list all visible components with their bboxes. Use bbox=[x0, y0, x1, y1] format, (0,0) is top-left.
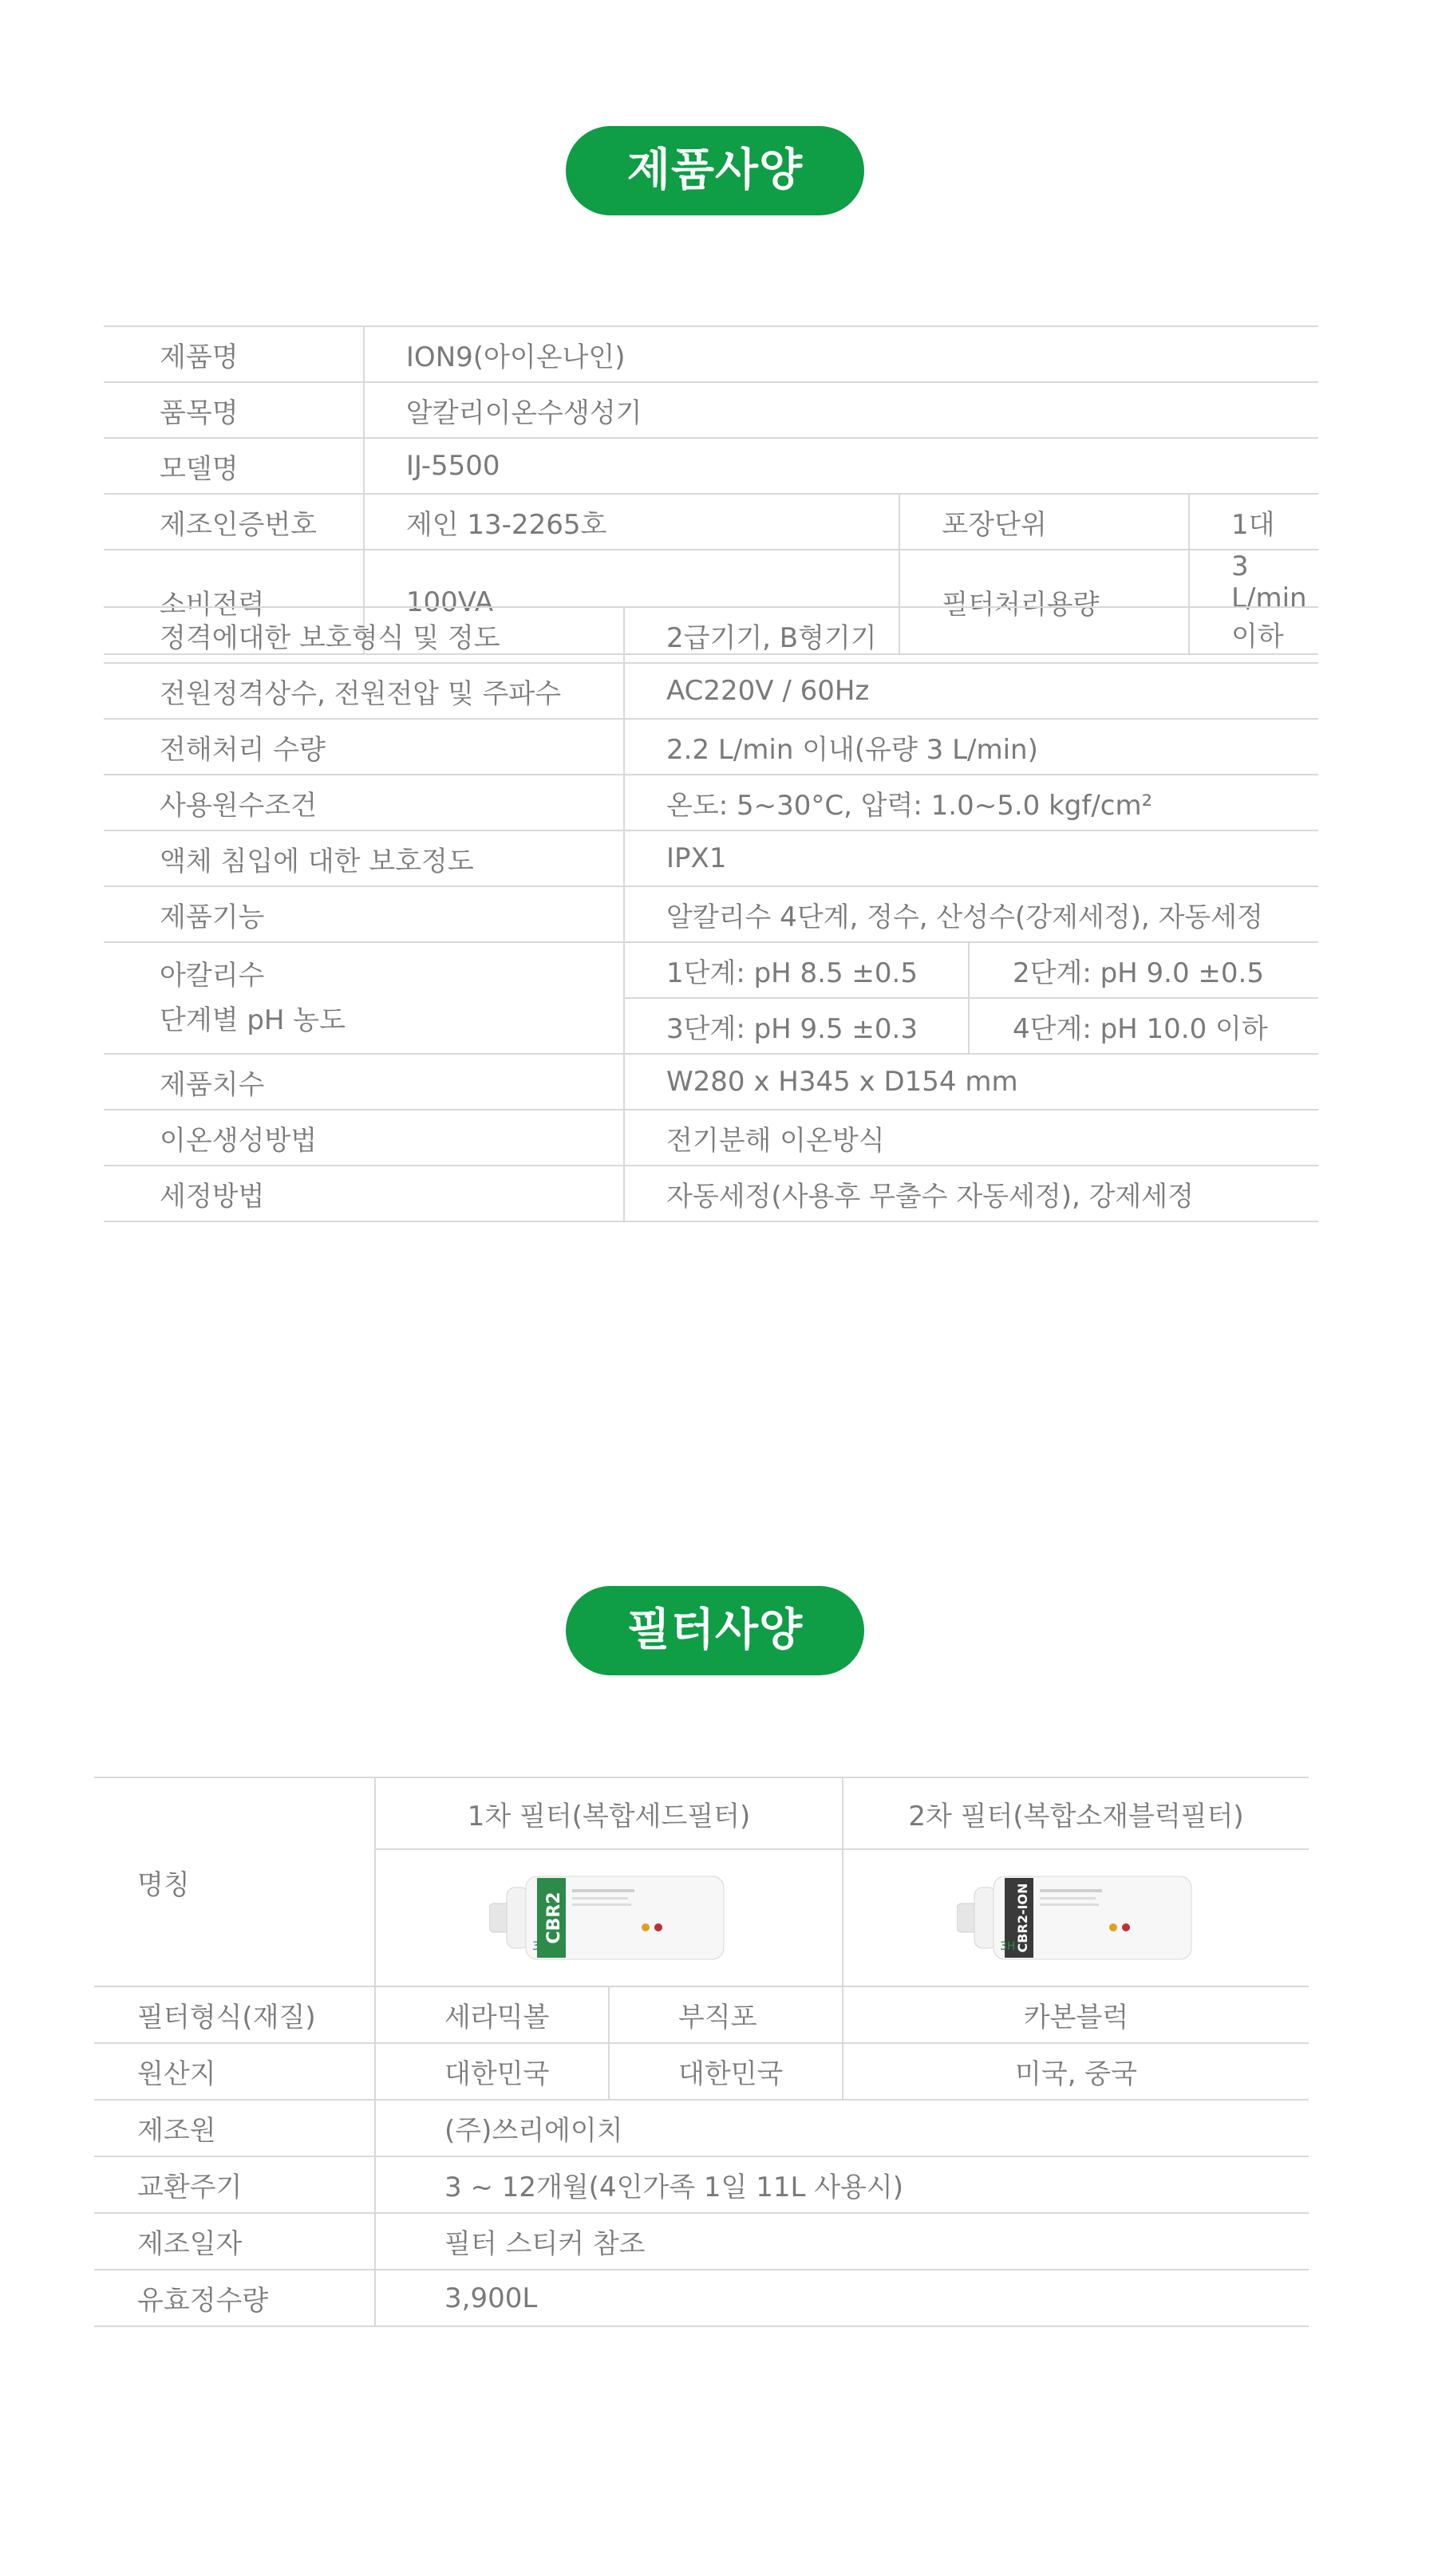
table-row bbox=[104, 494, 1318, 550]
table-row bbox=[104, 382, 1318, 438]
row-value: 100VA bbox=[364, 550, 900, 654]
table-row bbox=[94, 1986, 1309, 2043]
row-label: 사용원수조건 bbox=[104, 775, 624, 830]
filter1-image-cell bbox=[375, 1849, 843, 1986]
name-label: 명칭 bbox=[94, 1777, 375, 1986]
row-label: 제품명 bbox=[104, 326, 364, 382]
filter2-image-cell bbox=[843, 1849, 1309, 1986]
filter1-bottle-image bbox=[489, 1870, 729, 1966]
type-value-3: 카본블럭 bbox=[843, 1986, 1309, 2043]
row-value: AC220V / 60Hz bbox=[624, 663, 1318, 719]
row-value: 자동세정(사용후 무출수 자동세정), 강제세정 bbox=[624, 1166, 1318, 1221]
row-label: 원산지 bbox=[94, 2043, 375, 2100]
row-label: 모델명 bbox=[104, 438, 364, 494]
table-row bbox=[104, 1054, 1318, 1110]
table-row bbox=[104, 886, 1318, 942]
table-row bbox=[104, 775, 1318, 830]
table-row bbox=[104, 326, 1318, 382]
row-value: 3 ~ 12개월(4인가족 1일 11L 사용시) bbox=[375, 2156, 1309, 2213]
row-value: 2급기기, B형기기 bbox=[624, 607, 1318, 663]
type-value-1: 세라믹볼 bbox=[375, 1986, 609, 2043]
row-label-ph bbox=[104, 942, 624, 1054]
filter2-name: 2차 필터(복합소재블럭필터) bbox=[843, 1777, 1309, 1849]
table-row bbox=[104, 607, 1318, 663]
table-row bbox=[94, 2156, 1309, 2213]
row-value: 필터 스티커 참조 bbox=[375, 2213, 1309, 2270]
table-row bbox=[104, 1110, 1318, 1166]
row-label: 정격에대한 보호형식 및 정도 bbox=[104, 607, 624, 663]
row-value: 온도: 5~30°C, 압력: 1.0~5.0 kgf/cm² bbox=[624, 775, 1318, 830]
row-label-2: 필터처리용량 bbox=[899, 550, 1189, 654]
ph-stage-4: 4단계: pH 10.0 이하 bbox=[969, 998, 1318, 1054]
table-row bbox=[104, 830, 1318, 886]
row-value: ION9(아이온나인) bbox=[364, 326, 1318, 382]
filter2-brand-text: 3H bbox=[999, 1940, 1015, 1953]
row-value: IJ-5500 bbox=[364, 438, 1318, 494]
ph-stage-1: 1단계: pH 8.5 ±0.5 bbox=[624, 942, 969, 998]
row-label: 제조인증번호 bbox=[104, 494, 364, 550]
section-title-filter-spec: 필터사양 bbox=[566, 1586, 864, 1675]
table-row bbox=[94, 2043, 1309, 2100]
row-value: (주)쓰리에이치 bbox=[375, 2100, 1309, 2156]
row-value: 2.2 L/min 이내(유량 3 L/min) bbox=[624, 719, 1318, 775]
row-value: 3,900L bbox=[375, 2270, 1309, 2326]
row-label: 품목명 bbox=[104, 382, 364, 438]
table-row bbox=[94, 2100, 1309, 2156]
row-label: 소비전력 bbox=[104, 550, 364, 654]
type-value-2: 부직포 bbox=[609, 1986, 843, 2043]
row-value: 알칼리수 4단계, 정수, 산성수(강제세정), 자동세정 bbox=[624, 886, 1318, 942]
row-label: 필터형식(재질) bbox=[94, 1986, 375, 2043]
origin-value-2: 대한민국 bbox=[609, 2043, 843, 2100]
row-value: 제인 13-2265호 bbox=[364, 494, 900, 550]
table-row bbox=[104, 942, 1318, 998]
filter2-sticker-text: CBR2-ION bbox=[1014, 1883, 1030, 1953]
row-label: 제조원 bbox=[94, 2100, 375, 2156]
table-row bbox=[104, 663, 1318, 719]
table-row bbox=[94, 1777, 1309, 1849]
origin-value-3: 미국, 중국 bbox=[843, 2043, 1309, 2100]
filter1-name: 1차 필터(복합세드필터) bbox=[375, 1777, 843, 1849]
filter1-brand-text: 3H bbox=[532, 1940, 548, 1953]
filter2-bottle-image bbox=[957, 1870, 1196, 1966]
row-label: 이온생성방법 bbox=[104, 1110, 624, 1166]
filter-spec-table bbox=[94, 1777, 1309, 2327]
row-value-2: 1대 bbox=[1189, 494, 1318, 550]
row-label: 전해처리 수량 bbox=[104, 719, 624, 775]
table-row bbox=[94, 2270, 1309, 2326]
row-label-2: 포장단위 bbox=[899, 494, 1189, 550]
row-label: 제품치수 bbox=[104, 1054, 624, 1110]
row-label: 전원정격상수, 전원전압 및 주파수 bbox=[104, 663, 624, 719]
row-value: 알칼리이온수생성기 bbox=[364, 382, 1318, 438]
origin-value-1: 대한민국 bbox=[375, 2043, 609, 2100]
row-value: IPX1 bbox=[624, 830, 1318, 886]
row-label: 액체 침입에 대한 보호정도 bbox=[104, 830, 624, 886]
ph-label-line1: 아칼리수 bbox=[160, 960, 265, 992]
section-title-product-spec: 제품사양 bbox=[566, 126, 864, 215]
filter1-sticker-text: CBR2 bbox=[544, 1892, 564, 1944]
row-label: 제조일자 bbox=[94, 2213, 375, 2270]
product-spec-table-lower bbox=[104, 606, 1318, 1222]
table-row bbox=[104, 438, 1318, 494]
row-value: W280 x H345 x D154 mm bbox=[624, 1054, 1318, 1110]
ph-label-line2: 단계별 pH 농도 bbox=[160, 1004, 346, 1036]
table-row bbox=[94, 2213, 1309, 2270]
row-value: 전기분해 이온방식 bbox=[624, 1110, 1318, 1166]
table-row bbox=[104, 1166, 1318, 1221]
ph-stage-2: 2단계: pH 9.0 ±0.5 bbox=[969, 942, 1318, 998]
row-label: 세정방법 bbox=[104, 1166, 624, 1221]
ph-stage-3: 3단계: pH 9.5 ±0.3 bbox=[624, 998, 969, 1054]
row-label: 제품기능 bbox=[104, 886, 624, 942]
row-label: 유효정수량 bbox=[94, 2270, 375, 2326]
row-label: 교환주기 bbox=[94, 2156, 375, 2213]
table-row bbox=[104, 719, 1318, 775]
row-value-2: 3 L/min 이하 bbox=[1189, 550, 1318, 654]
